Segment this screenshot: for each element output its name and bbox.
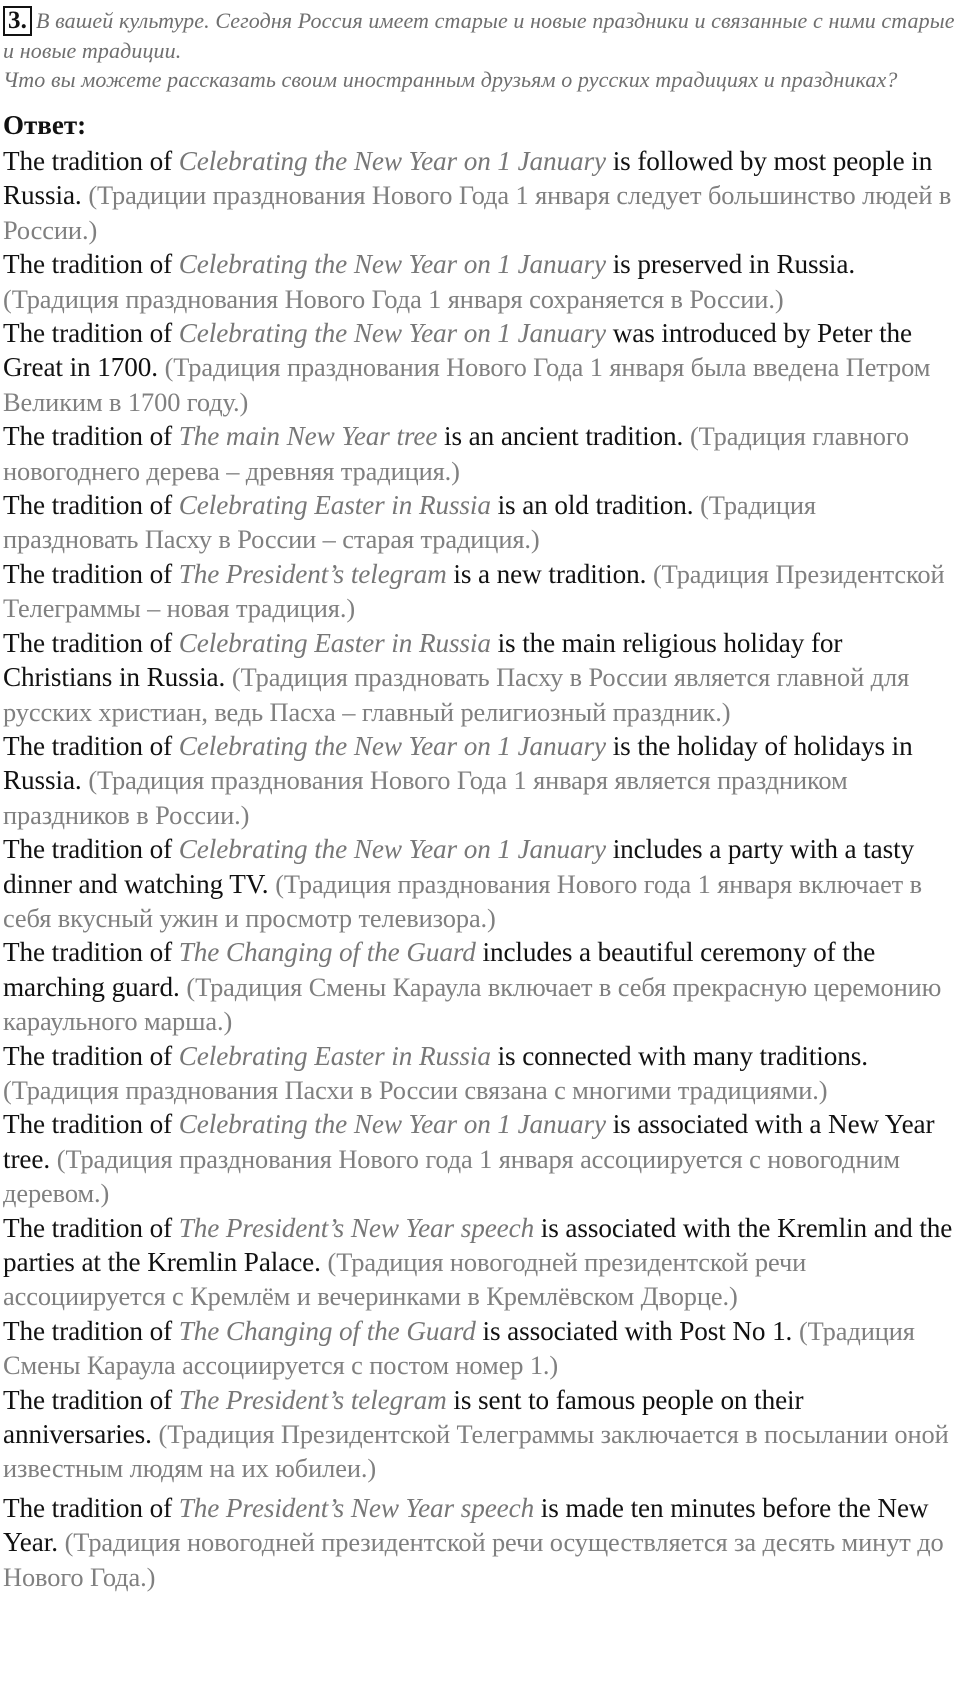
task-number: 3.	[3, 6, 32, 36]
answer-item-lead: The tradition of	[3, 558, 173, 589]
answer-label: Ответ:	[3, 110, 87, 140]
answer-item-tradition-name: Celebrating Easter in Russia	[178, 627, 491, 658]
answer-item	[3, 729, 957, 832]
answer-item-lead: The tradition of	[3, 1212, 173, 1243]
answer-item-lead: The tradition of	[3, 146, 173, 176]
answer-item-statement: is connected with many traditions.	[497, 1040, 868, 1071]
answer-item-translation: (Традиция Президентской Телеграммы заключается в посылании оной известным людям на их юбилеи.)	[3, 1419, 949, 1484]
answer-item-lead: The tradition of	[3, 490, 173, 521]
answer-item	[3, 1107, 957, 1210]
answer-item-translation: (Традиция главного новогоднего дерева – древняя традиция.)	[3, 421, 910, 486]
answer-item-lead: The tradition of	[3, 937, 173, 968]
answer-item-tradition-name: Celebrating Easter in Russia	[178, 490, 491, 521]
answer-item-statement: is associated with Post No 1.	[482, 1315, 793, 1346]
answer-item-lead: The tradition of	[3, 834, 173, 865]
answer-item-translation: (Традиция празднования Нового Года 1 января является праздником праздников в России.)	[3, 765, 848, 830]
answer-item	[3, 1383, 957, 1486]
answer-item-statement: is an old tradition.	[497, 490, 694, 521]
answer-item-translation: (Традиция Президентской Телеграммы – новая традиция.)	[3, 558, 945, 624]
answer-item-statement: is preserved in Russia.	[612, 249, 856, 280]
answer-item-tradition-name: Celebrating the New Year on 1 January	[178, 1109, 606, 1140]
answer-item-statement: is associated with a New Year tree.	[3, 1109, 935, 1174]
answer-item-lead: The tradition of	[3, 249, 173, 280]
answer-item-translation: (Традиция празднования Пасхи в России связана с многими традициями.)	[3, 1074, 828, 1105]
answer-item-tradition-name: Celebrating the New Year on 1 January	[178, 730, 606, 761]
task-prompt-line-1: В вашей культуре. Сегодня Россия имеет старые и новые праздники и связанные с ними старые и новые традиции.	[3, 8, 955, 63]
document-page	[3, 6, 957, 1594]
answer-item-lead: The tradition of	[3, 1109, 173, 1140]
answer-item-translation: (Традиция празднования Нового Года 1 января сохраняется в России.)	[3, 283, 784, 314]
answer-item-tradition-name: The President’s New Year speech	[178, 1212, 535, 1243]
answer-item	[3, 247, 957, 316]
answer-item-tradition-name: Celebrating the New Year on 1 January	[178, 318, 606, 349]
answer-item-tradition-name: The President’s telegram	[178, 1384, 447, 1415]
answer-item-tradition-name: Celebrating Easter in Russia	[178, 1040, 491, 1071]
answer-item	[3, 488, 957, 557]
answer-item-statement: is the holiday of holidays in Russia.	[3, 730, 913, 796]
answer-item-lead: The tradition of	[3, 1492, 173, 1523]
answer-item-statement: is sent to famous people on their anniversaries.	[3, 1384, 804, 1450]
answer-item-statement: is a new tradition.	[453, 558, 647, 589]
answer-item-translation: (Традиция празднования Нового года 1 января включает в себя вкусный ужин и просмотр телевизора.)	[3, 868, 922, 933]
answer-item	[3, 935, 957, 1038]
answer-item-translation: (Традиция празднования Нового Года 1 января была введена Петром Великим в 1700 году.)	[3, 352, 931, 417]
answer-item-lead: The tradition of	[3, 730, 173, 761]
answer-item-statement: is the main religious holiday for Christians in Russia.	[3, 627, 843, 693]
answer-item-statement: is an ancient tradition.	[444, 421, 684, 452]
answer-item-tradition-name: The Changing of the Guard	[178, 937, 476, 968]
answer-item-tradition-name: Celebrating the New Year on 1 January	[178, 834, 606, 865]
answer-item-translation: (Традиция Смены Караула ассоциируется с постом номер 1.)	[3, 1315, 915, 1381]
answer-item-lead: The tradition of	[3, 1040, 173, 1071]
answer-item-tradition-name: The President’s telegram	[178, 558, 447, 589]
answer-item-translation: (Традиция новогодней президентской речи осуществляется за десять минут до Нового Года.)	[3, 1527, 944, 1592]
answer-item	[3, 1314, 957, 1383]
answer-list	[3, 144, 957, 1594]
answer-item-statement: includes a beautiful ceremony of the marching guard.	[3, 937, 876, 1002]
answer-item-tradition-name: Celebrating the New Year on 1 January	[178, 146, 606, 176]
answer-item	[3, 419, 957, 488]
answer-item	[3, 144, 957, 247]
answer-item	[3, 557, 957, 626]
answer-item-lead: The tradition of	[3, 1315, 173, 1346]
answer-item	[3, 1491, 957, 1594]
answer-item	[3, 1039, 957, 1108]
task-prompt-line-2: Что вы можете рассказать своим иностранным друзьям о русских традициях и праздниках?	[3, 67, 898, 92]
answer-item-translation: (Традиция Смены Караула включает в себя прекрасную церемонию караульного марша.)	[3, 971, 942, 1037]
answer-item-tradition-name: The Changing of the Guard	[178, 1315, 476, 1346]
answer-item-tradition-name: Celebrating the New Year on 1 January	[178, 249, 606, 280]
answer-item-tradition-name: The President’s New Year speech	[178, 1492, 535, 1523]
answer-item-statement: is followed by most people in Russia.	[3, 146, 933, 211]
answer-item	[3, 1211, 957, 1314]
answer-item-translation: (Традиция новогодней президентской речи ассоциируется с Кремлём и вечеринками в Кремлёвском Дворце.)	[3, 1247, 807, 1312]
answer-item-translation: (Традиция праздновать Пасху в России – старая традиция.)	[3, 490, 816, 555]
task-prompt	[3, 6, 957, 94]
answer-item-statement: includes a party with a tasty dinner and watching TV.	[3, 834, 915, 899]
answer-item-statement: was introduced by Peter the Great in 1700.	[3, 318, 912, 383]
answer-item-statement: is made ten minutes before the New Year.	[3, 1492, 929, 1558]
answer-item-statement: is associated with the Kremlin and the parties at the Kremlin Palace.	[3, 1212, 953, 1277]
answer-item-translation: (Традиции празднования Нового Года 1 января следует большинство людей в России.)	[3, 180, 952, 245]
answer-item-translation: (Традиция празднования Нового года 1 января ассоциируется с новогодним деревом.)	[3, 1143, 900, 1209]
answer-item	[3, 626, 957, 729]
answer-item-lead: The tradition of	[3, 1384, 173, 1415]
answer-item-tradition-name: The main New Year tree	[178, 421, 438, 452]
answer-item	[3, 316, 957, 419]
answer-item-lead: The tradition of	[3, 627, 173, 658]
answer-item-translation: (Традиция праздновать Пасху в России является главной для русских христиан, ведь Пасха – главный религиозный праздник.)	[3, 662, 910, 727]
answer-item-lead: The tradition of	[3, 421, 173, 452]
answer-item-lead: The tradition of	[3, 318, 173, 349]
answer-item	[3, 832, 957, 935]
